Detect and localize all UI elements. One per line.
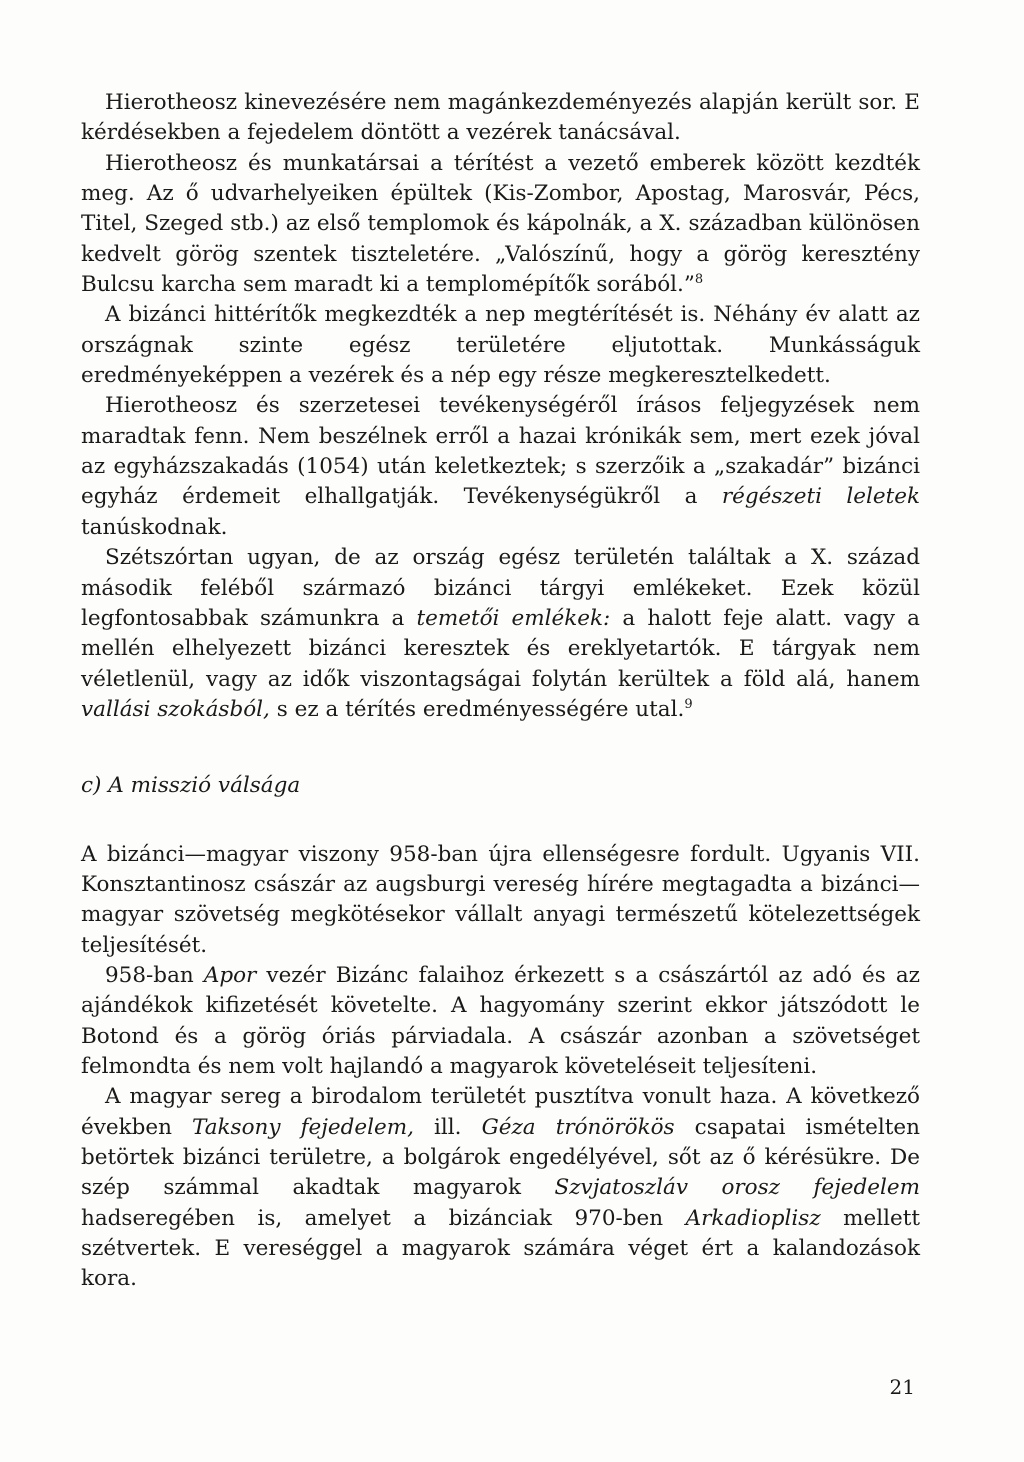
paragraph: Hierotheosz és munkatársai a térítést a vezető emberek között kezdték meg. Az ő udvarhelyeiken épültek (Kis-Zombor, Apostag, Marosvár, Pécs, Titel, Szeged stb.) az első templomok és kápolnák, a X. században különösen kedvelt görög szentek tiszteletére. „Valószínű, hogy a görög keresztény Bulcsu karcha sem maradt ki a templomépítők sorából.”$^8$ bbox=[81, 150, 920, 298]
italic-term: vallási szokásból, bbox=[81, 696, 270, 722]
italic-term: Géza trónörökös bbox=[481, 1114, 675, 1140]
section-body bbox=[81, 88, 920, 725]
italic-term: Apor bbox=[203, 962, 257, 988]
italic-term: Taksony fejedelem, bbox=[192, 1114, 414, 1140]
paragraph: A bizánci hittérítők megkezdték a nep megtérítését is. Néhány év alatt az országnak szinte egész területére eljutottak. Munkásságuk eredményeképpen a vezérek és a nép egy része megkeresztelkedett. bbox=[81, 302, 920, 389]
section-heading: c) A misszió válsága bbox=[81, 773, 301, 799]
italic-term: régészeti leletek bbox=[721, 484, 920, 510]
paragraph: Hierotheosz és szerzetesei tevékenységéről írásos feljegyzések nem maradtak fenn. Nem beszélnek erről a hazai krónikák sem, mert ezek jóval az egyházszakadás (1054) után keletkeztek; s szerzőik a „szakadár” bizánci egyház érdemeit elhallgatják. Tevékenységükről a régészeti leletek tanúskodnak. bbox=[81, 393, 920, 540]
italic-term: Arkadioplisz bbox=[685, 1205, 821, 1231]
italic-term: temetői emlékek: bbox=[416, 605, 611, 631]
section-body-2 bbox=[81, 840, 920, 1295]
footnote-ref: 8 bbox=[694, 271, 704, 287]
paragraph: Hierotheosz kinevezésére nem magánkezdeményezés alapján került sor. E kérdésekben a fejedelem döntött a vezérek tanácsával. bbox=[81, 90, 920, 146]
italic-term: Szvjatoszláv orosz fejedelem bbox=[554, 1175, 920, 1201]
paragraph: Szétszórtan ugyan, de az ország egész területén találtak a X. század második feléből származó bizánci tárgyi emlékeket. Ezek közül legfontosabbak számunkra a temetői emlékek: a halott feje alatt. vagy a mellén elhelyezett bizánci keresztek és ereklyetartók. E tárgyak nem véletlenül, vagy az idők viszontagságai folytán kerültek a föld alá, hanem vallási szokásból, s ez a térítés eredményességére utal.$^9$ bbox=[81, 545, 920, 722]
paragraph: A magyar sereg a birodalom területét pusztítva vonult haza. A következő években Taksony fejedelem, ill. Géza trónörökös csapatai ismételten betörtek bizánci területre, a bolgárok engedélyével, sőt az ő kérésükre. De szép számmal akadtak magyarok Szvjatoszláv orosz fejedelem hadseregében is, amelyet a bizánciak 970-ben Arkadioplisz mellett szétvertek. E vereséggel a magyarok számára véget ért a kalandozások kora. bbox=[81, 1084, 920, 1292]
paragraph: 958-ban Apor vezér Bizánc falaihoz érkezett s a császártól az adó és az ajándékok kifizetését követelte. A hagyomány szerint ekkor játszódott le Botond és a görög óriás párviadala. A császár azonban a szövetséget felmondta és nem volt hajlandó a magyarok követeléseit teljesíteni. bbox=[81, 962, 920, 1079]
page-number: 21 bbox=[889, 1375, 915, 1399]
footnote-ref: 9 bbox=[684, 696, 693, 712]
paragraph: A bizánci—magyar viszony 958-ban újra ellenségesre fordult. Ugyanis VII. Konsztantinosz császár az augsburgi vereség hírére megtagadta a bizánci—magyar szövetség megkötésekor vállalt anyagi természetű kötelezettségek teljesítését. bbox=[81, 841, 920, 958]
